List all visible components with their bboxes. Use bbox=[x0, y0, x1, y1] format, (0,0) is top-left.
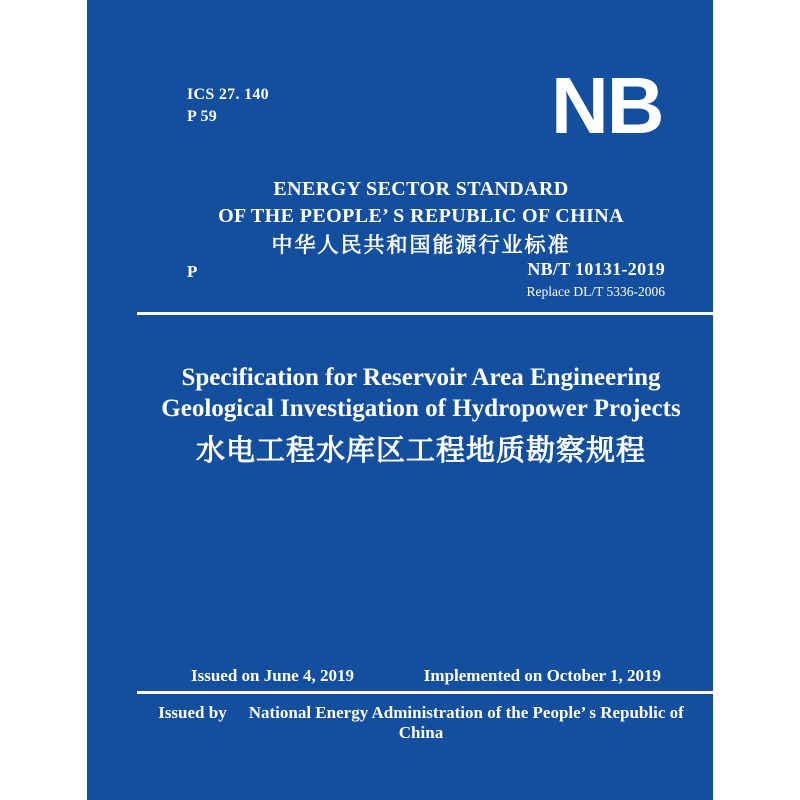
title-en-line1: Specification for Reservoir Area Engineering bbox=[181, 364, 661, 391]
implemented-date: Implemented on October 1, 2019 bbox=[423, 666, 661, 685]
org-heading-chinese: 中华人民共和国能源行业标准 bbox=[271, 233, 571, 257]
dates-row bbox=[191, 666, 661, 686]
bottom-divider-rule bbox=[137, 691, 713, 694]
issued-date: Issued on June 4, 2019 bbox=[191, 666, 354, 685]
standard-cover bbox=[87, 0, 713, 800]
standard-number: NB/T 10131-2019 bbox=[527, 259, 665, 279]
org-heading-line2: OF THE PEOPLE’ S REPUBLIC OF CHINA bbox=[218, 205, 624, 227]
org-heading bbox=[135, 176, 707, 259]
doc-class-code: P 59 bbox=[187, 108, 218, 125]
org-heading-line1: ENERGY SECTOR STANDARD bbox=[273, 178, 569, 200]
nb-logo: NB bbox=[551, 61, 663, 150]
ics-code: ICS 27. 140 bbox=[187, 86, 269, 103]
issued-by-label: Issued by bbox=[158, 703, 227, 722]
issued-by-value: National Energy Administration of the People’ s Republic of China bbox=[248, 703, 684, 742]
standard-title bbox=[135, 362, 707, 468]
classification-codes bbox=[187, 84, 269, 128]
top-divider-rule bbox=[137, 312, 713, 315]
designation-prefix: P bbox=[187, 262, 198, 281]
replaces-note: Replace DL/T 5336-2006 bbox=[526, 284, 665, 299]
title-en-line2: Geological Investigation of Hydropower Projects bbox=[161, 395, 681, 422]
issued-by-row bbox=[135, 703, 707, 743]
title-chinese: 水电工程水库区工程地质勘察规程 bbox=[195, 435, 646, 467]
